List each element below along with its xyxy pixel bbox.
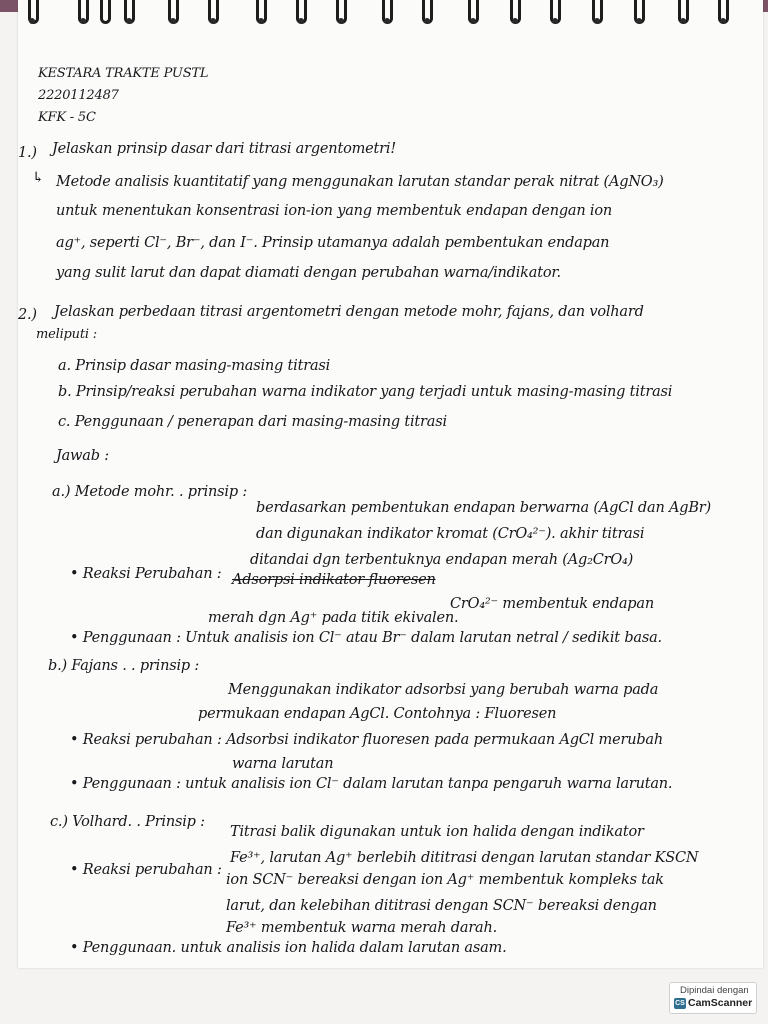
punch-hole (636, 18, 642, 24)
q2-question-line: Jelaskan perbedaan titrasi argentometri dengan metode mohr, fajans, dan volhard (54, 304, 644, 320)
watermark-brand: CamScanner (688, 997, 753, 1009)
q1-answer-line: Metode analisis kuantitatif yang menggunakan larutan standar perak nitrat (AgNO₃) (56, 174, 664, 190)
q1-question: Jelaskan prinsip dasar dari titrasi argentometri! (52, 141, 396, 157)
spiral-ring (100, 0, 111, 24)
punch-hole (258, 18, 264, 24)
punch-hole (594, 18, 600, 24)
fajans-prinsip-line: permukaan endapan AgCl. Contohnya : Fluoresen (198, 706, 557, 722)
q2-number: 2.) (18, 307, 37, 323)
mohr-penggunaan: • Penggunaan : Untuk analisis ion Cl⁻ atau Br⁻ dalam larutan netral / sedikit basa. (70, 630, 662, 646)
answer-label: Jawab : (56, 448, 109, 464)
volhard-reaksi-label: • Reaksi perubahan : (70, 862, 222, 878)
camscanner-logo-icon: CS (675, 1000, 685, 1007)
mohr-reaksi-struck: Adsorpsi indikator fluoresen (232, 572, 436, 588)
fajans-prinsip-line: Menggunakan indikator adsorbsi yang berubah warna pada (228, 682, 659, 698)
watermark-caption: Dipindai dengan (680, 985, 749, 996)
q1-answer-line: untuk menentukan konsentrasi ion-ion yang membentuk endapan dengan ion (56, 203, 613, 219)
mohr-prinsip-line: ditandai dgn terbentuknya endapan merah (Ag₂CrO₄) (250, 552, 634, 568)
q1-number: 1.) (18, 145, 37, 161)
volhard-penggunaan: • Penggunaan. untuk analisis ion halida dalam larutan asam. (70, 940, 507, 956)
spiral-binding (18, 0, 768, 28)
mohr-prinsip-line: dan digunakan indikator kromat (CrO₄²⁻). akhir titrasi (256, 526, 645, 542)
q2-subquestion-c: c. Penggunaan / penerapan dari masing-masing titrasi (58, 414, 447, 430)
punch-hole (210, 18, 216, 24)
punch-hole (338, 18, 344, 24)
volhard-reaksi-line: ion SCN⁻ bereaksi dengan ion Ag⁺ membentuk kompleks tak (226, 872, 664, 888)
student-name: KESTARA TRAKTE PUSTL (38, 66, 209, 81)
q1-answer-line: yang sulit larut dan dapat diamati dengan perubahan warna/indikator. (56, 265, 561, 281)
volhard-reaksi-line: larut, dan kelebihan dititrasi dengan SCN⁻ bereaksi dengan (226, 898, 657, 914)
punch-hole (552, 18, 558, 24)
camscanner-watermark (669, 982, 757, 1014)
punch-hole (170, 18, 176, 24)
notebook-page (18, 0, 763, 968)
punch-hole (29, 18, 35, 24)
volhard-heading: c.) Volhard. . Prinsip : (50, 814, 205, 830)
punch-hole (424, 18, 430, 24)
arrow-icon: ↳ (32, 170, 44, 186)
punch-hole (384, 18, 390, 24)
fajans-heading: b.) Fajans . . prinsip : (48, 658, 200, 674)
fajans-reaksi-line: • Reaksi perubahan : Adsorbsi indikator fluoresen pada permukaan AgCl merubah (70, 732, 663, 748)
mohr-reaksi-label: • Reaksi Perubahan : (70, 566, 222, 582)
punch-hole (470, 18, 476, 24)
volhard-prinsip-line: Titrasi balik digunakan untuk ion halida dengan indikator (230, 824, 644, 840)
mohr-prinsip-line: berdasarkan pembentukan endapan berwarna (AgCl dan AgBr) (256, 500, 711, 516)
punch-hole (512, 18, 518, 24)
punch-hole (298, 18, 304, 24)
student-nim: 2220112487 (38, 88, 119, 103)
student-class: KFK - 5C (38, 110, 96, 125)
q1-answer-line: ag⁺, seperti Cl⁻, Br⁻, dan I⁻. Prinsip utamanya adalah pembentukan endapan (56, 235, 610, 251)
mohr-reaksi-line: CrO₄²⁻ membentuk endapan (450, 596, 654, 612)
punch-hole (680, 18, 686, 24)
q2-subquestion-a: a. Prinsip dasar masing-masing titrasi (58, 358, 331, 374)
volhard-prinsip-line: Fe³⁺, larutan Ag⁺ berlebih dititrasi dengan larutan standar KSCN (230, 850, 699, 866)
q2-subquestion-b: b. Prinsip/reaksi perubahan warna indikator yang terjadi untuk masing-masing titrasi (58, 384, 673, 400)
volhard-reaksi-line: Fe³⁺ membentuk warna merah darah. (226, 920, 498, 936)
mohr-reaksi-line: merah dgn Ag⁺ pada titik ekivalen. (208, 610, 459, 626)
punch-hole (720, 18, 726, 24)
q2-question-line: meliputi : (36, 327, 97, 342)
fajans-reaksi-line: warna larutan (232, 756, 334, 772)
mohr-heading: a.) Metode mohr. . prinsip : (52, 484, 248, 500)
fajans-penggunaan: • Penggunaan : untuk analisis ion Cl⁻ dalam larutan tanpa pengaruh warna larutan. (70, 776, 673, 792)
punch-hole (80, 18, 86, 24)
punch-hole (126, 18, 132, 24)
